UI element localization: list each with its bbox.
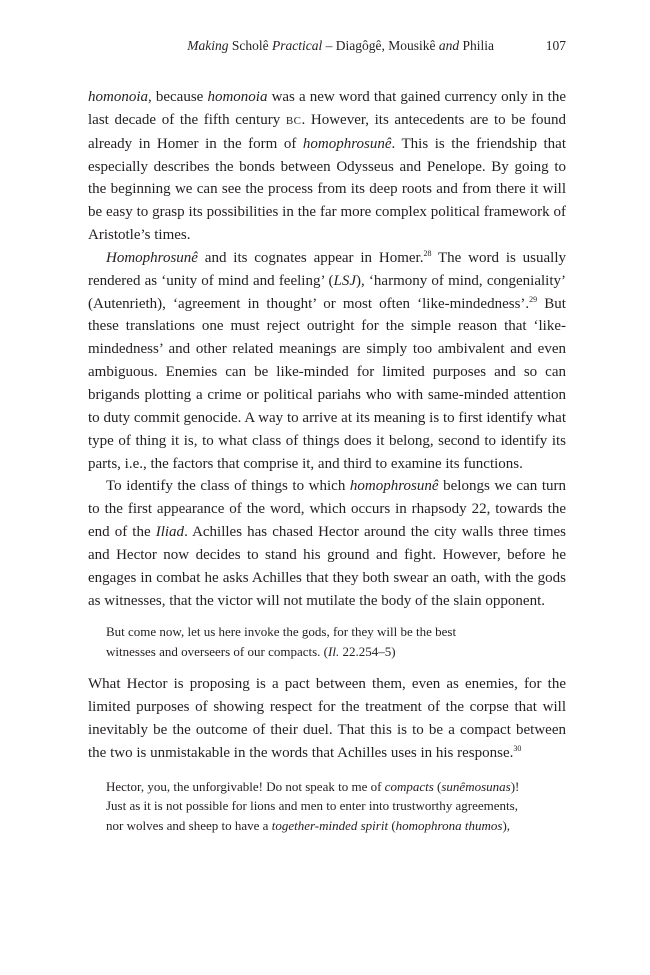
running-title-part: Practical	[272, 38, 323, 53]
text-run: homophrosunê	[302, 135, 392, 152]
text-run: sunêmosunas	[441, 778, 511, 794]
text-run: . This is the friendship that especially describes the bonds between Odysseus and Penelope. By going to the beginning we can see the process from its deep roots and from there it will be easy to grasp its possibilities in the far more complex political framework of Aristotle’s times.	[88, 135, 566, 244]
text-run: ), ‘harmony of mind, congeniality’ (Autenrieth), ‘agreement in thought’ or most often ‘like-mindedness’.	[88, 272, 566, 312]
footnote-ref: 28	[423, 248, 432, 258]
text-run: Hector, you, the unforgivable! Do not speak to me of	[106, 778, 385, 794]
text-run: compacts	[384, 778, 434, 794]
paragraph	[88, 247, 566, 475]
text-run: ),	[502, 817, 511, 833]
text-run: (	[388, 817, 396, 833]
text-run: homonoia	[207, 89, 268, 105]
quote-line	[106, 796, 556, 816]
text-run: homonoia	[88, 89, 148, 105]
text-run: Homophrosunê	[106, 249, 198, 266]
running-header	[88, 38, 566, 58]
quote-line	[106, 622, 556, 642]
paragraph	[88, 86, 566, 247]
text-run: But come now, let us here invoke the gods, for they will be the best	[106, 624, 457, 640]
text-run: together-minded spirit	[271, 817, 389, 833]
body-text	[88, 86, 566, 835]
paragraph	[88, 673, 566, 764]
text-run: was a new word that gained currency only in the last decade of the fifth century	[88, 89, 567, 128]
quote-line	[106, 777, 556, 797]
text-run: Iliad	[155, 524, 185, 541]
text-run: The word is usually rendered as ‘unity of mind and feeling’ (	[88, 249, 566, 289]
text-run: witnesses and overseers of our compacts. (	[106, 643, 329, 659]
text-run: To identify the class of things to which	[106, 478, 350, 495]
footnote-ref: 30	[513, 743, 522, 753]
block-quote	[88, 622, 566, 661]
running-title-part: Philia	[459, 38, 494, 53]
running-title-part: and	[438, 38, 460, 53]
running-title	[187, 38, 494, 54]
running-title-part: Scholê	[228, 38, 272, 53]
text-run: What Hector is proposing is a pact between them, even as enemies, for the limited purposes of showing respect for the treatment of the corpse that will inevitably be the outcome of their duel. That this is to be a compact between the two is unmistakable in the words that Achilles uses in his response.	[88, 676, 566, 761]
text-run: 22.254–5)	[339, 643, 396, 659]
text-run: (	[433, 778, 442, 794]
text-run: , because	[148, 89, 208, 105]
text-run: nor wolves and sheep to have a	[106, 817, 272, 833]
text-run: homophrosunê	[349, 478, 439, 495]
text-run: But these translations one must reject outright for the simple reason that ‘like-mindedness’ and other related meanings are simply too ambivalent and even ambiguous. Enemies can be like-minded for limited purposes and so can brigands plotting a crime or political pariahs who with same-minded attention to duty commit genocide. A way to arrive at its meaning is to first identify what type of thing it is, to what class of things does it belong, second to identify its parts, i.e., the factors that comprise it, and third to examine its functions.	[88, 295, 566, 472]
block-quote	[88, 777, 566, 836]
paragraph	[88, 475, 566, 612]
page-number: 107	[545, 38, 566, 53]
text-run: Just as it is not possible for lions and men to enter into trustworthy agreements,	[106, 798, 518, 814]
text-run: and its cognates appear in Homer.	[197, 249, 424, 266]
running-title-part: Making	[187, 38, 229, 53]
running-title-part: – Diagôgê, Mousikê	[322, 38, 439, 53]
text-run: . However, its antecedents are to be found already in Homer in the form of	[88, 111, 567, 152]
footnote-ref: 29	[529, 294, 538, 304]
text-run: Il.	[328, 643, 340, 659]
text-run: BC	[285, 114, 302, 127]
text-run: belongs we can turn to the first appearance of the word, which occurs in rhapsody 22, towards the end of the	[88, 478, 566, 541]
text-run: )!	[510, 778, 520, 794]
text-run: homophrona thumos	[395, 817, 503, 833]
text-run: LSJ	[333, 272, 357, 289]
quote-line	[106, 816, 556, 836]
quote-line	[106, 642, 556, 662]
text-run: . Achilles has chased Hector around the city walls three times and Hector now decides to stand his ground and fight. However, before he engages in combat he asks Achilles that they both swear an oath, with the gods as witnesses, that the victor will not mutilate the body of the slain opponent.	[88, 524, 566, 609]
